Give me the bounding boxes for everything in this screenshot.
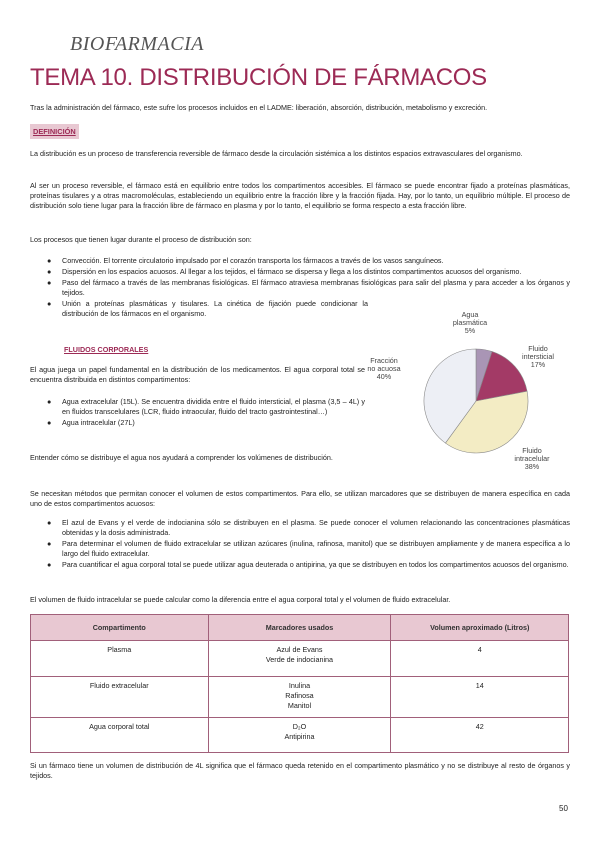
bullet-icon: ●: [47, 560, 52, 569]
table-cell: Azul de Evans Verde de indocianina: [208, 641, 391, 677]
list-item: ● Para determinar el volumen de fluido extracelular se utilizan azúcares (inulina, rafinosa, manitol) que se distribuyen ampliamente y de manera específica a lo largo del fluido extracelular.: [47, 539, 570, 558]
bullet-icon: ●: [47, 267, 52, 276]
definition-paragraph-3: Los procesos que tienen lugar durante el proceso de distribución son:: [30, 235, 252, 244]
marker-list: [30, 518, 570, 571]
list-item: ● Agua intracelular (27L): [47, 418, 135, 427]
list-item: ● Agua extracelular (15L). Se encuentra dividida entre el fluido intersticial, el plasma (3,5 – 4L) y en fluidos transcelulares (LCR, fluido intraocular, fluido del tracto gastrointestinal…): [47, 397, 365, 416]
fluidos-paragraph-1: El agua juega un papel fundamental en la distribución de los medicamentos. El agua corporal total se encuentra distribuida en distintos compartimentos:: [30, 365, 365, 384]
table-row: [31, 641, 569, 677]
table-header-cell: Volumen aproximado (Litros): [391, 615, 569, 641]
table-row: [31, 677, 569, 718]
list-item: ● Dispersión en los espacios acuosos. Al llegar a los tejidos, el fármaco se dispersa y llega a los distintos compartimentos acuosos del organismo.: [47, 267, 522, 276]
definition-paragraph-2: Al ser un proceso reversible, el fármaco está en equilibrio entre todos los compartimentos accesibles. El fármaco se puede encontrar fijado a proteínas plasmáticas, proteínas tisulares y a otras macromoléculas, estableciendo un equilibrio entre la fracción libre y la fracción fijada. Hay, por lo tanto, un equilibrio múltiple. El proceso de distribución solo tiene lugar para la fracción libre de fármaco en plasma y por lo tanto, el equilibrio se forma respecto a esta fracción libre.: [30, 181, 570, 210]
fluidos-paragraph-2: Entender cómo se distribuye el agua nos ayudará a comprender los volúmenes de distribución.: [30, 453, 333, 462]
bullet-icon: ●: [47, 256, 52, 265]
list-item: ● Unión a proteínas plasmáticas y tisulares. La cinética de fijación puede condicionar la distribución de los fármacos en el organismo.: [47, 299, 368, 318]
bullet-icon: ●: [47, 518, 52, 527]
closing-paragraph: Si un fármaco tiene un volumen de distribución de 4L significa que el fármaco queda retenido en el compartimento plasmático y no se distribuye al resto de órganos y tejidos.: [30, 761, 570, 780]
list-item: ● Paso del fármaco a través de las membranas fisiológicas. El fármaco atraviesa membranas fisiológicas para salir del plasma y para acceder a los órganos y tejidos.: [47, 278, 570, 297]
section-heading-fluidos: FLUIDOS CORPORALES: [64, 345, 149, 354]
fluidos-paragraph-4: El volumen de fluido intracelular se puede calcular como la diferencia entre el agua corporal total y el volumen de fluido extracelular.: [30, 595, 451, 604]
body-water-pie-chart: [360, 305, 560, 475]
markers-table: [30, 614, 569, 753]
table-cell: D₂O Antipirina: [208, 718, 391, 753]
pie-slices: [424, 349, 528, 453]
fluidos-paragraph-3: Se necesitan métodos que permitan conocer el volumen de estos compartimentos. Para ello, se utilizan marcadores que se distribuyen de manera específica en cada uno de estos compartimentos acuosos:: [30, 489, 570, 508]
table-cell: Plasma: [31, 641, 209, 677]
list-item: ● Convección. El torrente circulatorio impulsado por el corazón transporta los fármacos a través de los vasos sanguíneos.: [47, 256, 444, 265]
section-badge-definicion: DEFINICIÓN: [30, 124, 79, 139]
definition-paragraph-1: La distribución es un proceso de transferencia reversible de fármaco desde la circulación sistémica a los distintos espacios extravasculares del organismo.: [30, 149, 523, 158]
bullet-icon: ●: [47, 418, 52, 427]
pie-label: Fluido intracelular 38%: [514, 446, 550, 471]
bullet-icon: ●: [47, 299, 52, 308]
bullet-icon: ●: [47, 397, 52, 406]
table-cell: 4: [391, 641, 569, 677]
intro-paragraph: Tras la administración del fármaco, este sufre los procesos incluidos en el LADME: liberación, absorción, distribución, metabolismo y excreción.: [30, 103, 488, 112]
page-title: TEMA 10. DISTRIBUCIÓN DE FÁRMACOS: [30, 64, 487, 91]
table-header-cell: Marcadores usados: [208, 615, 391, 641]
list-item: ● Para cuantificar el agua corporal total se puede utilizar agua deuterada o antipirina, ya que se distribuyen en todos los compartimentos acuosos del organismo.: [47, 560, 569, 569]
table-header-cell: Compartimento: [31, 615, 209, 641]
water-list: [30, 397, 365, 429]
page-number: 50: [559, 804, 568, 813]
table-cell: 42: [391, 718, 569, 753]
subject-heading: BIOFARMACIA: [70, 33, 204, 55]
list-item: ● El azul de Evans y el verde de indocianina sólo se distribuyen en el plasma. Se puede conocer el volumen relacionando las concentraciones plasmáticas obtenidas y la dosis administrada.: [47, 518, 570, 537]
table-cell: Agua corporal total: [31, 718, 209, 753]
table-cell: Fluido extracelular: [31, 677, 209, 718]
pie-label: Fracción no acuosa 40%: [367, 356, 401, 381]
pie-label: Agua plasmática 5%: [452, 310, 488, 335]
pie-label: Fluido intersticial 17%: [522, 344, 554, 369]
table-row: [31, 718, 569, 753]
table-cell: Inulina Rafinosa Manitol: [208, 677, 391, 718]
bullet-icon: ●: [47, 278, 52, 287]
table-cell: 14: [391, 677, 569, 718]
table-header-row: [31, 615, 569, 641]
bullet-icon: ●: [47, 539, 52, 548]
